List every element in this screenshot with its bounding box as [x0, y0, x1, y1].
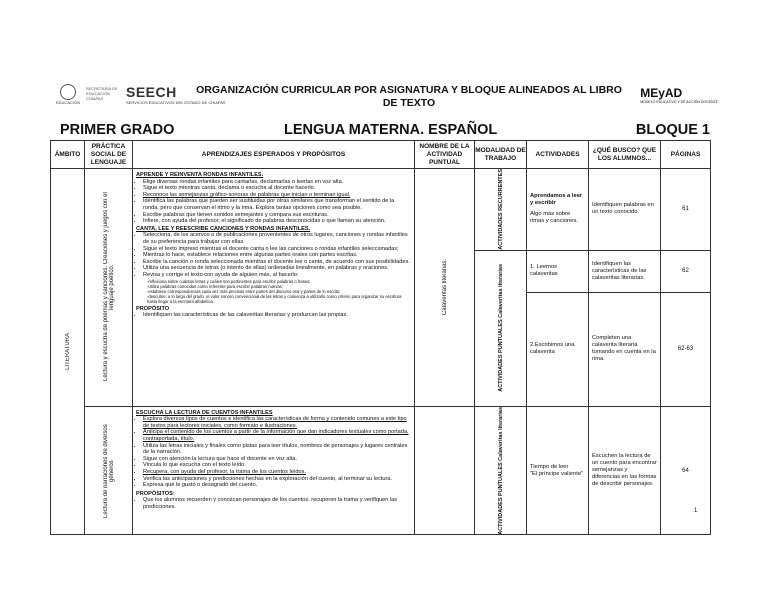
look-text: Identifiquen las características de las calaveritas literarias. — [592, 260, 647, 281]
col-aprendizajes: APRENDIZAJES ESPERADOS Y PROPÓSITOS — [133, 141, 415, 169]
look-text: Completen una calaverita literaria tomando en cuenta en la rima. — [592, 335, 656, 363]
list — [136, 179, 411, 225]
nombre-label: Calaveritas literarias. — [441, 259, 448, 316]
modalidad-label: ACTIVIDADES PUNTUALES Calaveritas literarias — [497, 406, 504, 535]
list-item: • Identifiquen las características de las calaveritas literarias y produzcan las propias. — [143, 312, 411, 319]
educacion-logo — [52, 84, 84, 112]
col-actividades: ACTIVIDADES — [527, 141, 589, 169]
practica-cell — [85, 169, 133, 407]
look-cell — [589, 169, 661, 251]
list — [136, 416, 411, 489]
list-item: • Infiere, con ayuda del profesor, el significado de palabras desconocidas o que llaman su atención. — [143, 218, 411, 225]
activity-cell — [527, 292, 589, 406]
modalidad-label: ACTIVIDADES PUNTUALES Calaveritas literarias — [497, 264, 504, 393]
practica-label: Lectura de narraciones de diversos géneros — [102, 423, 115, 518]
document-title: ORGANIZACIÓN CURRICULAR POR ASIGNATURA Y BLOQUE ALINEADOS AL LIBRO DE TEXTO — [196, 84, 622, 109]
curriculum-table — [50, 140, 711, 535]
col-paginas: PÁGINAS — [661, 141, 711, 169]
list-item: • Sigue el texto mientras canta, declama o escucha al docente hacerlo. — [143, 185, 411, 192]
list-item: • Escribe la canción o ronda seleccionada mientras el docente lee o canta, de acuerdo con sus posibilidades. — [143, 259, 411, 266]
block-title: BLOQUE 1 — [635, 122, 710, 138]
list-item: • Utiliza una secuencia de letras (o intento de ellas) ordenadas linealmente, en palabras y oraciones. — [143, 265, 411, 272]
list-item: • Anticipa el contenido de los cuentos a partir de la información que dan indicadores textuales como portada, contraportada, título. — [143, 429, 411, 442]
activity-cell — [527, 169, 589, 251]
look-text: Escuchen la lectura de un cuento para encontrar semejanzas y diferencias en las formas de describir personajes. — [592, 453, 657, 488]
list-item: • Reconoce las semejanzas gráfico-sonoras de palabras que inician o terminan igual. — [143, 192, 411, 199]
activity-name: Tiempo de leer — [530, 463, 569, 470]
col-ambito: ÁMBITO — [51, 141, 85, 169]
page-cell: 62 — [661, 250, 711, 292]
list-item: • Identifica las palabras que pueden ser sustituidas por otras similares que transforman el sentido de la ronda, pero que conservan el ritmo y la rima. Explora tantas opciones como sea posible. — [143, 198, 411, 211]
meyad-logo-subtext: MODELO EDUCATIVO Y DE ACCIÓN DOCENTE — [640, 100, 718, 104]
activity-cell — [527, 406, 589, 535]
meyad-logo — [640, 86, 718, 104]
activity-name: Aprendamos a leer y escribir — [530, 193, 583, 207]
seal-icon — [60, 84, 76, 100]
nombre-cell-empty — [415, 406, 475, 535]
subject-title: LENGUA MATERNA. ESPAÑOL — [284, 122, 498, 138]
list-item: • Utiliza las letras iniciales y finales como pistas para leer títulos, nombres de personajes y lugares centrales de la narración. — [143, 443, 411, 456]
section-heading: CANTA, LEE Y REESCRIBE CANCIONES Y RONDAS INFANTILES. — [136, 225, 311, 232]
section-heading: APRENDE Y REINVENTA RONDAS INFANTILES. — [136, 172, 264, 178]
list-item: • Expresa qué le gustó o desagradó del cuento. — [143, 482, 411, 489]
page-cell: 62-63 — [661, 292, 711, 406]
page-cell: 64 — [661, 406, 711, 535]
activity-cell — [527, 250, 589, 292]
list — [136, 312, 411, 319]
ambito-label: LITERATURA — [64, 333, 71, 371]
activity-name: 1. Leemos calaveritas — [530, 264, 558, 278]
list-item: • Elige diversas rondas infantiles para cantarlas, declamarlas o leerlas en voz alta. — [143, 179, 411, 186]
look-cell — [589, 250, 661, 292]
section-heading: ESCUCHA LA LECTURA DE CUENTOS INFANTILES — [136, 409, 273, 416]
list-item: • Recupera, con ayuda del profesor, la trama de los cuentos leídos. — [143, 469, 411, 476]
ambito-cell — [51, 169, 85, 535]
list-item: • Escribe palabras que tienen sonidos semejantes y compara sus escrituras. — [143, 212, 411, 219]
document-header — [44, 78, 724, 118]
purpose-heading: PROPÓSITO — [136, 305, 170, 312]
aprendizajes-cell — [133, 406, 415, 535]
col-practica: PRÁCTICA SOCIAL DE LENGUAJE — [85, 141, 133, 169]
list-item: • Sigue el texto impreso mientras el docente canta o lee las canciones o rondas infantiles seleccionadas; — [143, 246, 411, 253]
list-subitem: -utiliza palabras conocidas como referente para escribir palabras nuevas; — [147, 283, 283, 289]
list-item: • Revisa y corrige el texto con ayuda de alguien más, al hacerlo: — [143, 272, 411, 279]
meyad-logo-text: MEyAD — [640, 86, 683, 100]
list-item: • Explora diversos tipos de cuentos e identifica las características de forma y contenido comunes a este tipo de textos para lectores iniciales, como formato e ilustraciones. — [143, 416, 411, 429]
modalidad-cell — [475, 406, 527, 535]
practica-cell — [85, 406, 133, 535]
col-busco: ¿QUÉ BUSCO? QUE LOS ALUMNOS... — [589, 141, 661, 169]
list-subitem: -descubre, a lo largo del grado, el valor sonoro convencional de las letras y comienza a utilizarlo como criterio para organizar su escritura hasta llegar a la escritura alfabética. — [147, 293, 402, 304]
table-row — [51, 169, 711, 251]
col-modalidad: MODALIDAD DE TRABAJO — [475, 141, 527, 169]
table-row — [51, 406, 711, 535]
list — [136, 232, 411, 303]
activity-name: 2.Escribimos una calaverita — [530, 342, 575, 356]
educacion-logo-text: EDUCACIÓN — [55, 100, 80, 105]
list-item: • Mientras lo hace, establece relaciones entre algunas partes orales con partes escritas. — [143, 252, 411, 259]
list — [136, 497, 411, 510]
col-nombre: NOMBRE DE LA ACTIVIDAD PUNTUAL — [415, 141, 475, 169]
list-item: • Verifica las anticipaciones y predicciones hechas en la exploración del cuento, al terminar su lectura. — [143, 476, 411, 483]
look-cell — [589, 406, 661, 535]
title-bar — [50, 122, 710, 140]
purpose-heading: PROPÓSITOS: — [136, 490, 175, 497]
look-cell — [589, 292, 661, 406]
header-row — [51, 141, 711, 169]
seech-logo-text: SEECH — [126, 84, 177, 100]
modalidad-cell — [475, 250, 527, 406]
aprendizajes-cell — [133, 169, 415, 407]
list-item: • Vincula lo que escucha con el texto leído. — [143, 462, 411, 469]
grade-title: PRIMER GRADO — [60, 122, 175, 138]
activity-extra: Algo más sobre rimas y canciones. — [530, 211, 579, 225]
modalidad-cell — [475, 169, 527, 251]
list-item: • Sigue con atención la lectura que hace el docente en voz alta. — [143, 456, 411, 463]
list-item: • Que los alumnos recuerden y conozcan personajes de los cuentos, recuperen la trama y verifiquen las predicciones. — [143, 497, 411, 510]
look-text: Identifiquen palabras en un texto conocido. — [592, 202, 654, 216]
practica-label: Lectura y escucha de poemas y canciones. Creaciones y juegos con el lenguaje poético. — [102, 192, 115, 382]
footer-mark: 1 — [694, 508, 698, 514]
modalidad-label: ACTIVIDADES RECURRENTES — [497, 169, 504, 250]
chiapas-logo-text: SECRETARÍA DE EDUCACIÓN CHIAPAS — [86, 86, 118, 101]
seech-logo-subtext: SERVICIOS EDUCATIVOS DEL ESTADO DE CHIAPAS — [126, 100, 226, 105]
list-subitem: -reflexiona sobre cuántas letras y cuáles son pertinentes para escribir palabras o frases; — [147, 278, 311, 284]
list-item: • Selecciona, de los acervos o de publicaciones provenientes de otros lugares, canciones y rondas infantiles de su preferencia para trabajar con ellas. — [143, 232, 411, 245]
list-subitem: -establece correspondencias cada vez más precisas entre partes del discurso oral y partes de lo escrito; — [147, 288, 341, 294]
nombre-cell — [415, 169, 475, 407]
page-cell: 61 — [661, 169, 711, 251]
activity-extra: "El príncipe valiente" — [530, 470, 584, 477]
